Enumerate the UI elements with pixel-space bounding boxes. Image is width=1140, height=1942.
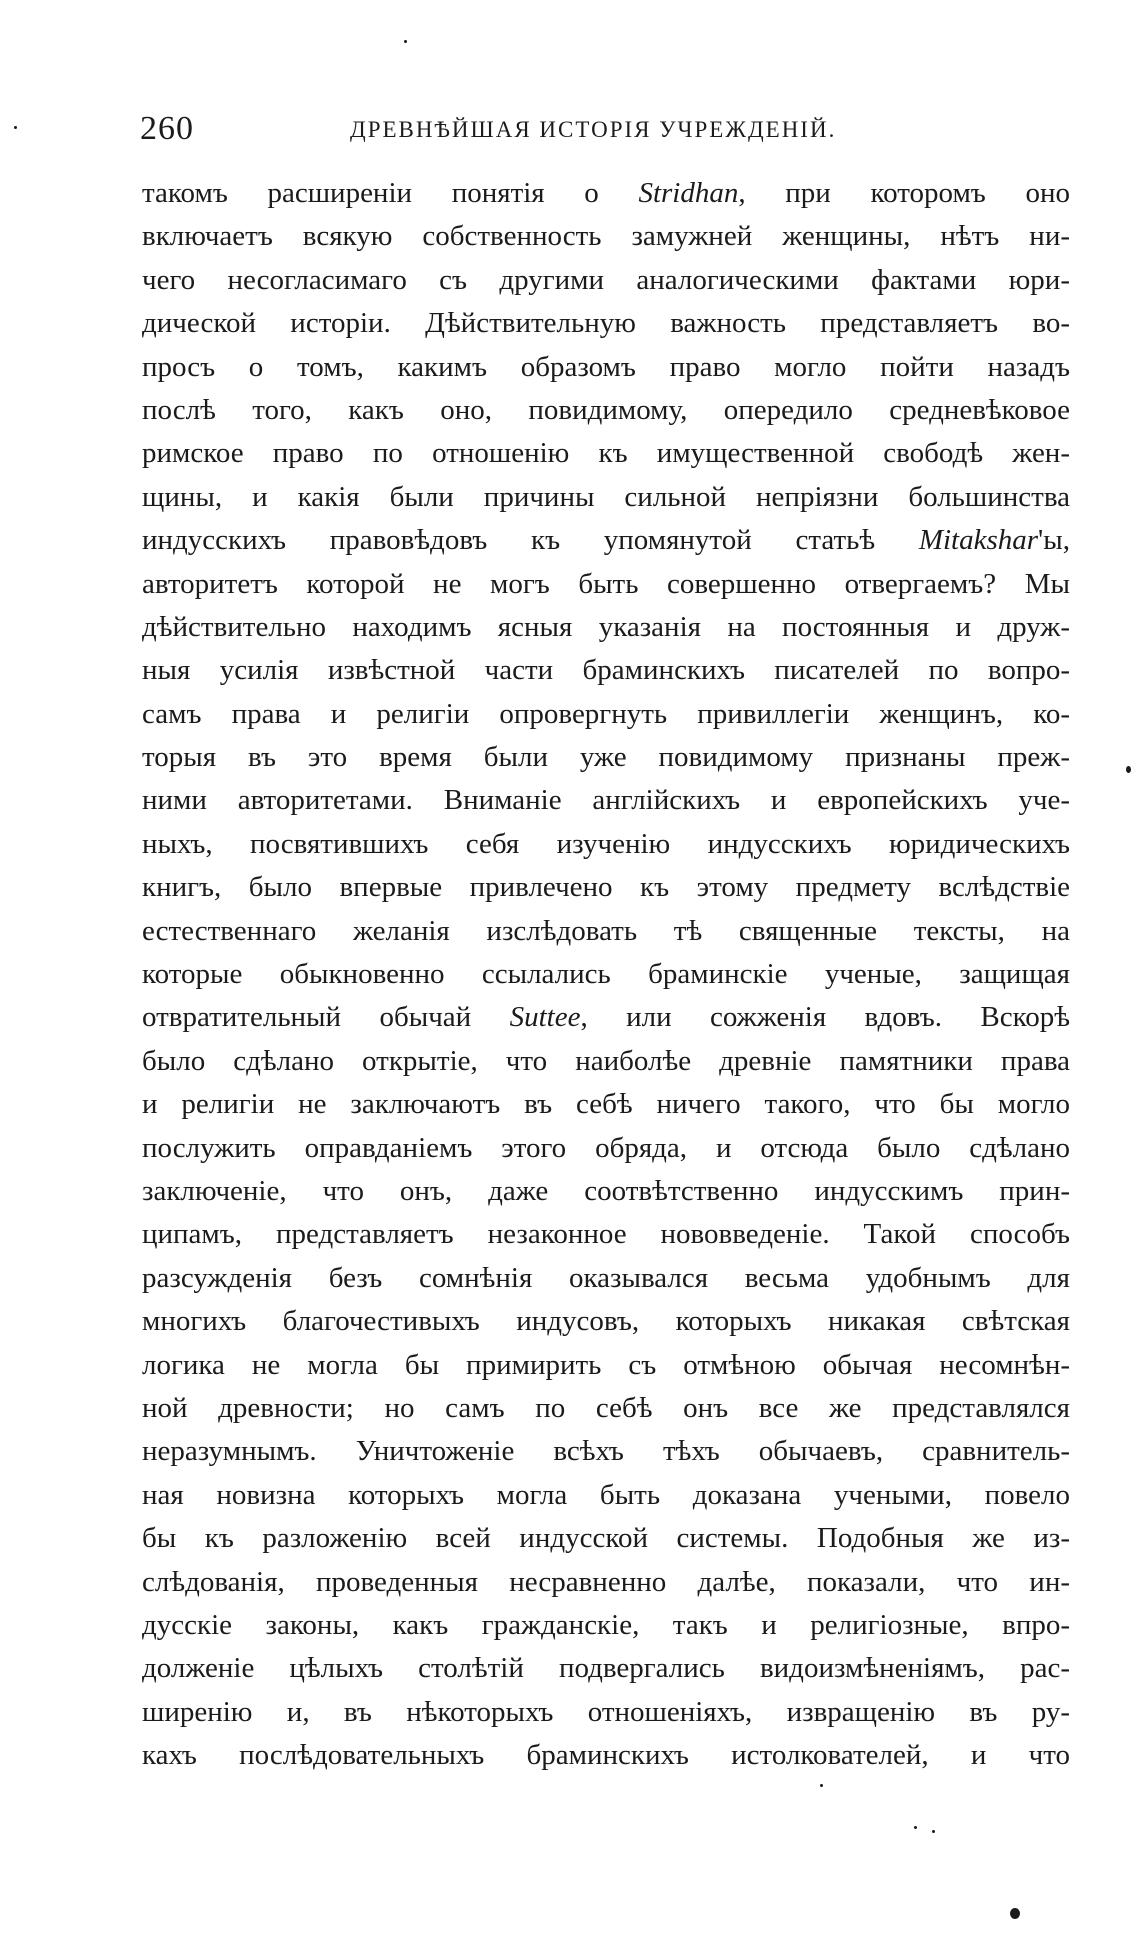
text-line <box>142 649 1070 692</box>
italic-term: Suttee <box>509 1001 581 1034</box>
text-line <box>142 519 1070 562</box>
text-segment: чего несогласимаго съ другими аналогическими фактами юри- <box>142 263 1070 296</box>
text-segment: ная новизна которыхъ могла быть доказана учеными, повело <box>142 1478 1070 1511</box>
text-segment: ныя усилія извѣстной части браминскихъ писателей по вопро- <box>142 654 1070 687</box>
text-line <box>142 1300 1070 1343</box>
text-segment: и религіи не заключаютъ въ себѣ ничего такого, что бы могло <box>142 1088 1070 1121</box>
text-line <box>142 693 1070 736</box>
text-segment: кахъ послѣдовательныхъ браминскихъ истолкователей, и что <box>142 1739 1070 1772</box>
text-segment: которые обыкновенно ссылались браминскіе ученые, защищая <box>142 958 1070 991</box>
text-segment: индусскихъ правовѣдовъ къ упомянутой статьѣ <box>142 524 919 557</box>
text-segment: слѣдованія, проведенныя несравненно далѣе, показали, что ин- <box>142 1565 1070 1598</box>
text-segment: логика не могла бы примирить съ отмѣною обычая несомнѣн- <box>142 1348 1070 1381</box>
text-line <box>142 823 1070 866</box>
text-line <box>142 1561 1070 1604</box>
text-line <box>142 389 1070 432</box>
text-segment: торыя въ это время были уже повидимому признаны преж- <box>142 741 1070 774</box>
text-segment: ними авторитетами. Вниманіе англійскихъ и европейскихъ уче- <box>142 784 1070 817</box>
text-segment: заключеніе, что онъ, даже соотвѣтственно индусскимъ прин- <box>142 1174 1070 1207</box>
text-segment: просъ о томъ, какимъ образомъ право могло пойти назадъ <box>142 350 1070 383</box>
text-line <box>142 563 1070 606</box>
text-line <box>142 1734 1070 1777</box>
text-segment: щины, и какія были причины сильной непріязни большинства <box>142 480 1070 513</box>
text-segment: долженіе цѣлыхъ столѣтій подвергались видоизмѣненіямъ, рас- <box>142 1652 1070 1685</box>
text-line <box>142 1344 1070 1387</box>
scan-speck <box>932 1830 935 1833</box>
text-segment: многихъ благочестивыхъ индусовъ, которыхъ никакая свѣтская <box>142 1305 1070 1338</box>
text-line <box>142 1083 1070 1126</box>
text-segment: было сдѣлано открытіе, что наиболѣе древніе памятники права <box>142 1044 1070 1077</box>
italic-term: Mitakshar <box>918 524 1039 557</box>
scan-speck <box>14 126 17 129</box>
text-line <box>142 259 1070 302</box>
text-line <box>142 215 1070 258</box>
scan-speck <box>404 40 407 43</box>
text-segment: отвратительный обычай <box>142 1001 510 1034</box>
text-segment: ной древности; но самъ по себѣ онъ все же представлялся <box>142 1391 1070 1424</box>
text-segment: неразумнымъ. Уничтоженіе всѣхъ тѣхъ обычаевъ, сравнитель- <box>142 1435 1070 1468</box>
text-segment: послѣ того, какъ оно, повидимому, опередило средневѣковое <box>142 393 1070 426</box>
text-segment: самъ права и религіи опровергнуть привиллегіи женщинъ, ко- <box>142 697 1070 730</box>
text-line <box>142 1691 1070 1734</box>
text-segment: разсужденія безъ сомнѣнія оказывался весьма удобнымъ для <box>142 1261 1070 1294</box>
text-line <box>142 302 1070 345</box>
text-segment: авторитетъ которой не могъ быть совершенно отвергаемъ? Мы <box>142 567 1070 600</box>
text-line <box>142 1170 1070 1213</box>
text-line <box>142 1213 1070 1256</box>
text-line <box>142 1387 1070 1430</box>
italic-term: Stridhan <box>638 177 739 209</box>
text-segment: послужить оправданіемъ этого обряда, и отсюда было сдѣлано <box>142 1131 1070 1164</box>
text-segment: дусскіе законы, какъ гражданскіе, такъ и религіозные, впро- <box>142 1608 1070 1641</box>
text-line <box>142 1040 1070 1083</box>
text-segment: бы къ разложенію всей индусской системы. Подобныя же из- <box>142 1522 1070 1555</box>
text-segment: римское право по отношенію къ имущественной свободѣ жен- <box>142 437 1070 470</box>
text-segment: , или сожженія вдовъ. Вскорѣ <box>580 1001 1070 1034</box>
text-segment: включаетъ всякую собственность замужней женщины, нѣтъ ни- <box>142 220 1070 253</box>
text-line <box>142 866 1070 909</box>
scan-speck <box>914 1826 917 1829</box>
text-line <box>142 1127 1070 1170</box>
text-line <box>142 1647 1070 1690</box>
text-line <box>142 1430 1070 1473</box>
text-segment: естественнаго желанія изслѣдовать тѣ священные тексты, на <box>142 914 1070 947</box>
text-segment: ципамъ, представляетъ незаконное нововведеніе. Такой способъ <box>142 1218 1070 1251</box>
text-line <box>142 1604 1070 1647</box>
page-header <box>140 104 1070 154</box>
text-segment: дической исторіи. Дѣйствительную важность представляетъ во- <box>142 307 1070 340</box>
running-title: ДРЕВНѢЙШАЯ ИСТОРІЯ УЧРЕЖДЕНІЙ. <box>350 117 837 142</box>
text-line <box>142 432 1070 475</box>
scan-speck <box>1126 766 1131 773</box>
text-line <box>142 1517 1070 1560</box>
text-line <box>142 1257 1070 1300</box>
text-line <box>142 1474 1070 1517</box>
text-line <box>142 346 1070 389</box>
text-line <box>142 476 1070 519</box>
body-text <box>142 172 1070 1777</box>
text-line <box>142 779 1070 822</box>
text-line <box>142 606 1070 649</box>
text-segment: дѣйствительно находимъ ясныя указанія на постоянныя и друж- <box>142 610 1070 643</box>
text-line <box>142 910 1070 953</box>
text-segment: книгъ, было впервые привлечено къ этому предмету вслѣдствіе <box>142 871 1070 904</box>
text-segment: такомъ расширеніи понятія о <box>142 177 639 209</box>
scan-speck <box>820 1784 823 1787</box>
text-line <box>142 996 1070 1039</box>
text-segment: , при которомъ оно <box>738 177 1070 209</box>
page-number: 260 <box>140 110 194 147</box>
text-line <box>142 172 1070 215</box>
scan-speck <box>1010 1908 1020 1919</box>
text-segment: 'ы, <box>1038 524 1070 557</box>
text-line <box>142 736 1070 779</box>
text-line <box>142 953 1070 996</box>
text-segment: ширенію и, въ нѣкоторыхъ отношеніяхъ, извращенію въ ру- <box>142 1695 1070 1728</box>
text-segment: ныхъ, посвятившихъ себя изученію индусскихъ юридическихъ <box>142 827 1070 860</box>
